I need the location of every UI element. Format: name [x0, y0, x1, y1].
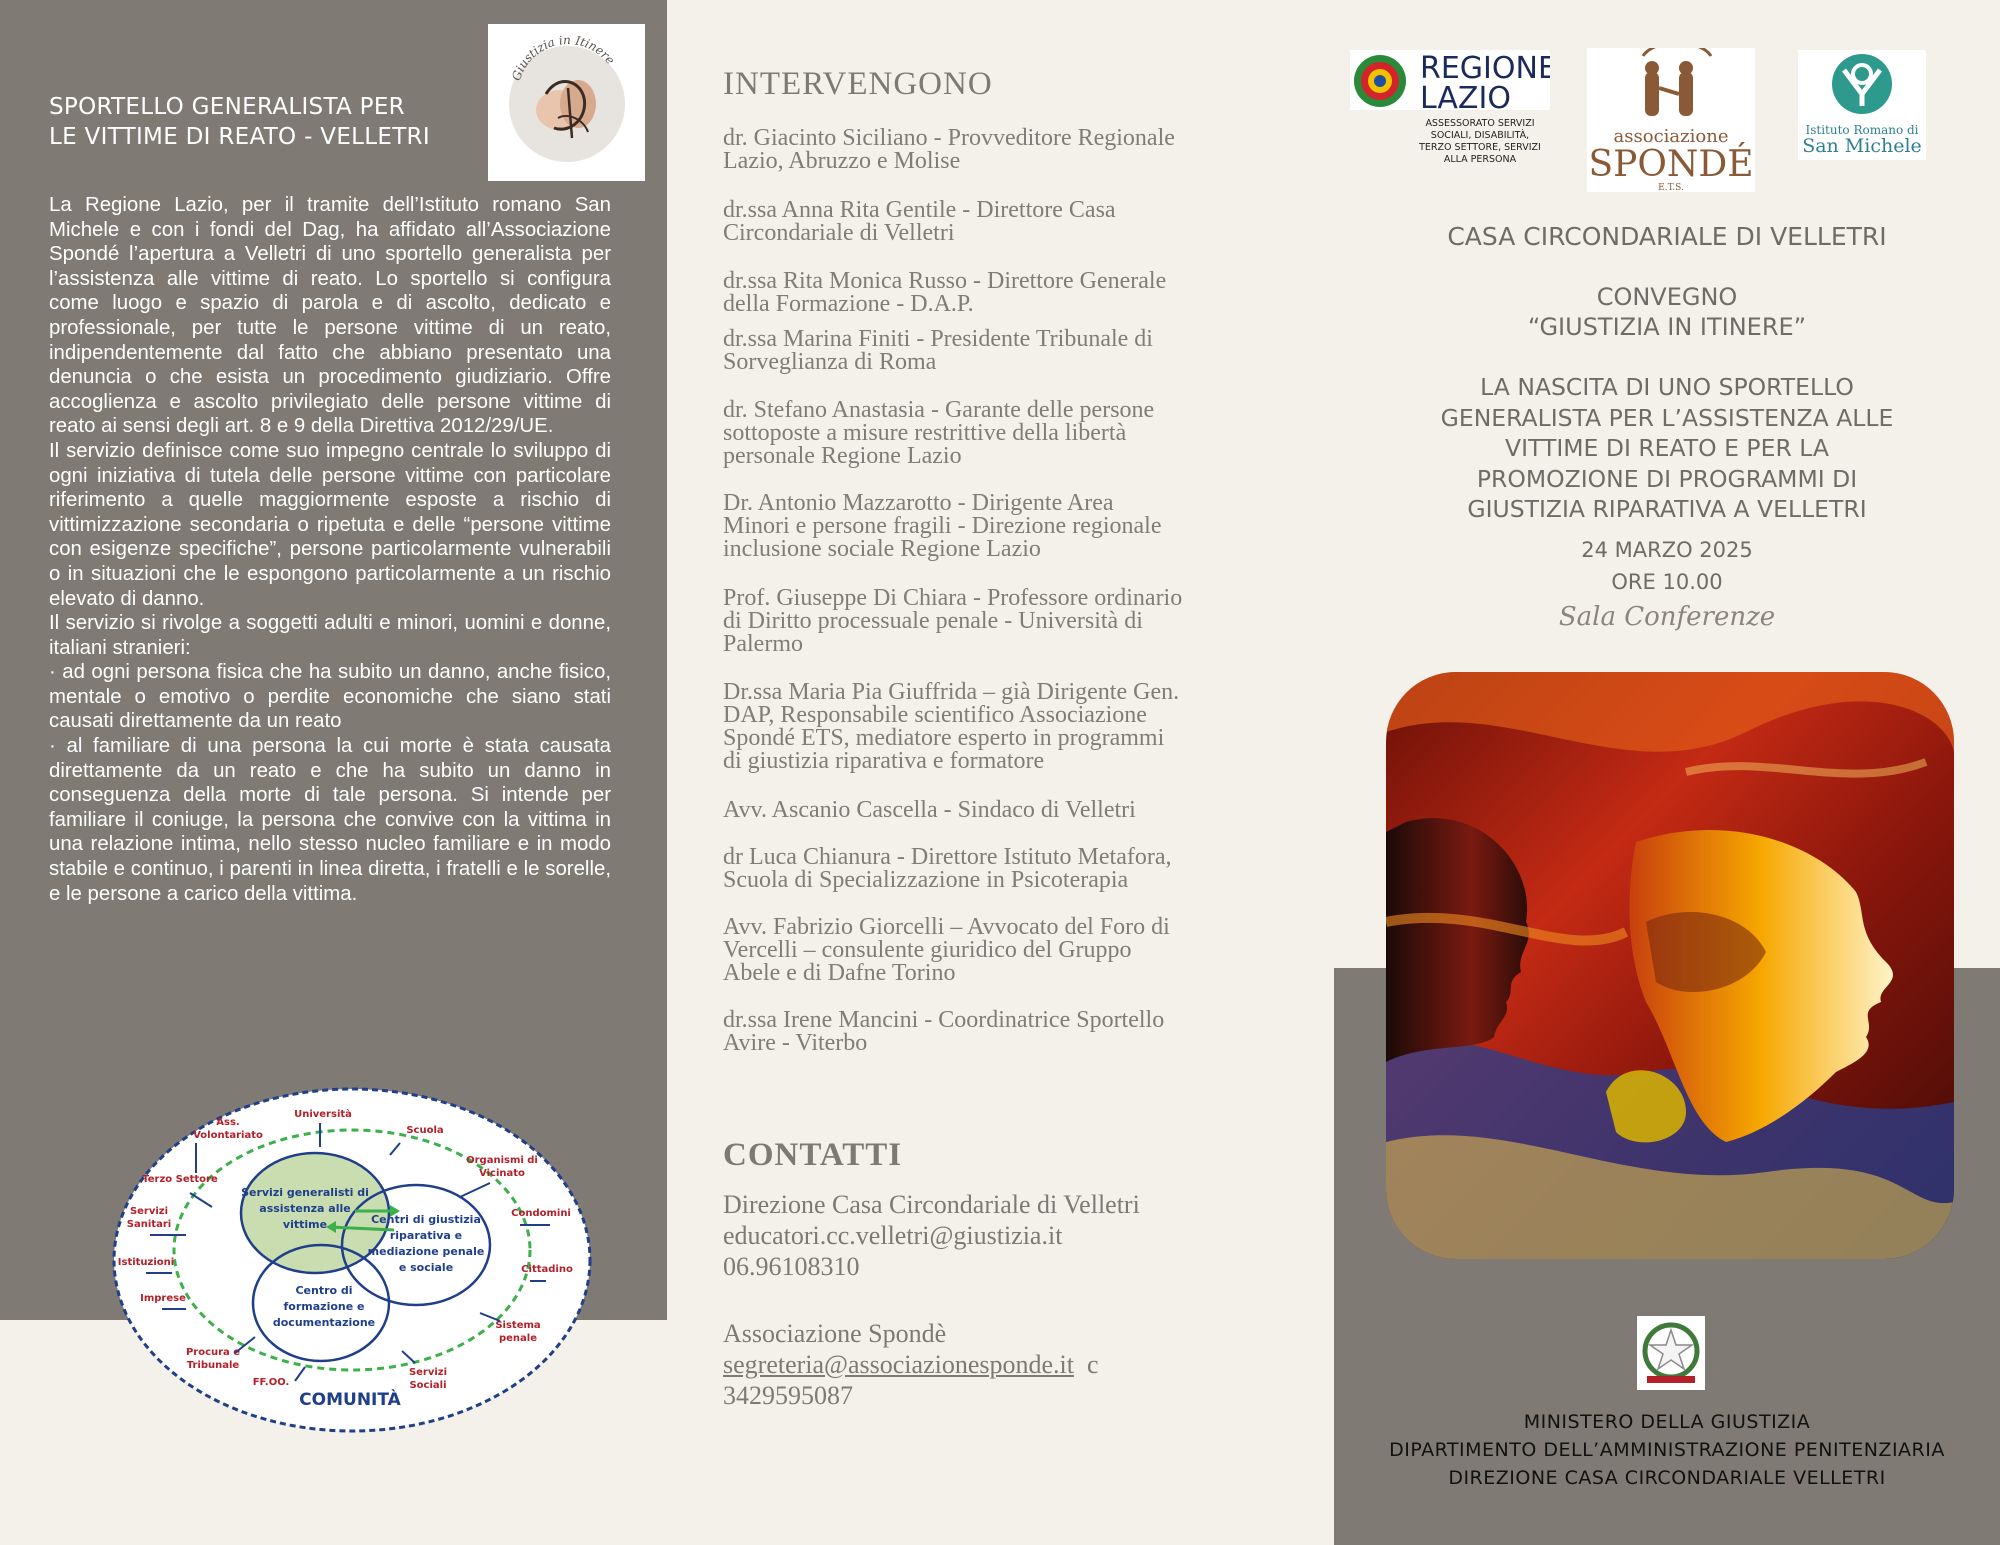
diagram-actor: Condomini [511, 1208, 571, 1219]
speaker-entry [723, 846, 1243, 892]
diagram-center-left-line-2: assistenza alle [259, 1202, 351, 1215]
sponde-logo-line-3: E.T.S. [1658, 183, 1684, 192]
san-michele-logo [1798, 50, 1926, 160]
event-subtitle [1334, 372, 2000, 525]
diagram-actor: Scuola [406, 1125, 444, 1136]
speaker-line: Circondariale di Velletri [723, 220, 955, 246]
community-network-diagram [110, 1085, 594, 1435]
lazio-sub-line-4: ALLA PERSONA [1443, 154, 1517, 165]
speaker-entry [723, 328, 1243, 374]
contacts-title: CONTATTI [723, 1137, 903, 1173]
event-room: Sala Conferenze [1558, 602, 1776, 632]
speaker-entry [723, 916, 1243, 985]
speaker-line: Avv. Ascanio Cascella - Sindaco di Velletri [723, 797, 1136, 823]
speaker-line: Scuola di Specializzazione in Psicoterapia [723, 867, 1129, 893]
event-convegno-label: CONVEGNO [1596, 283, 1738, 311]
diagram-center-right-line-2: riparativa e [389, 1229, 463, 1242]
lazio-sub-line-3: TERZO SETTORE, SERVIZI [1419, 142, 1541, 153]
speaker-line: Abele e di Dafne Torino [723, 960, 956, 986]
event-date: 24 MARZO 2025 [1581, 538, 1753, 562]
speaker-line: Palermo [723, 631, 803, 657]
diagram-center-left-line-1: Servizi generalisti di [241, 1186, 369, 1199]
regione-lazio-logo [1350, 50, 1550, 170]
speaker-entry [723, 799, 1243, 822]
footer-direzione: DIREZIONE CASA CIRCONDARIALE VELLETRI [1448, 1467, 1886, 1489]
footer-department: DIPARTIMENTO DELL’AMMINISTRAZIONE PENITENZIARIA [1389, 1439, 1945, 1461]
speaker-line: di Diritto processuale penale - Università di [723, 608, 1143, 634]
speaker-entry [723, 199, 1243, 245]
bullet-item-1: · ad ogni persona fisica che ha subito un danno, anche fisico, mentale o emotivo o perdite economiche che siano stati causati direttamente da un reato [49, 661, 611, 733]
lazio-sub-line-1: ASSESSORATO SERVIZI [1425, 118, 1535, 129]
diagram-actor: Vicinato [479, 1168, 525, 1179]
speaker-line: della Formazione - D.A.P. [723, 291, 974, 317]
speaker-line: DAP, Responsabile scientifico Associazione [723, 702, 1147, 728]
speaker-line: Dr. Antonio Mazzarotto - Dirigente Area [723, 490, 1114, 516]
contact-phone-sponde: 3429595087 [723, 1381, 853, 1410]
speakers-title: INTERVENGONO [723, 66, 993, 102]
speaker-line: dr.ssa Anna Rita Gentile - Direttore Casa [723, 197, 1116, 223]
left-panel-body [49, 193, 611, 906]
speaker-line: dr.ssa Marina Finiti - Presidente Tribunale di [723, 326, 1153, 352]
diagram-center-bottom-line-3: documentazione [272, 1316, 376, 1329]
event-subtitle-line: GIUSTIZIA RIPARATIVA A VELLETRI [1467, 495, 1867, 523]
diagram-actor: Volontariato [193, 1130, 263, 1141]
speaker-line: Dr.ssa Maria Pia Giuffrida – già Dirigente Gen. [723, 679, 1180, 705]
speaker-entry [723, 270, 1243, 316]
event-subtitle-line: PROMOZIONE DI PROGRAMMI DI [1476, 464, 1858, 493]
diagram-actor: Servizi [408, 1367, 448, 1378]
diagram-actor: Servizi [129, 1206, 169, 1217]
speaker-line: Avv. Fabrizio Giorcelli – Avvocato del Foro di [723, 914, 1170, 940]
diagram-actor: penale [498, 1333, 538, 1344]
diagram-actor: Sistema [495, 1320, 541, 1331]
sponde-logo-line-1: associazione [1613, 126, 1729, 147]
left-title-line-2: LE VITTIME DI REATO - VELLETRI [49, 124, 430, 150]
left-title-line-1: SPORTELLO GENERALISTA PER [49, 94, 405, 120]
lazio-logo-line-2: LAZIO [1420, 81, 1511, 116]
diagram-actor: Sociali [409, 1380, 447, 1391]
event-time: ORE 10.00 [1611, 570, 1723, 594]
speaker-line: personale Regione Lazio [723, 443, 962, 469]
diagram-actor: Organismi di [466, 1155, 538, 1166]
diagram-center-right-line-1: Centri di giustizia [371, 1213, 481, 1226]
logo-arc-text: Giustizia in Itinere [509, 32, 618, 83]
diagram-community-label: COMUNITÀ [299, 1390, 401, 1410]
diagram-actor: Sanitari [126, 1219, 172, 1230]
diagram-actor: Cittadino [521, 1264, 573, 1275]
paragraph-intro: La Regione Lazio, per il tramite dell’Istituto romano San Michele e con i fondi del Dag, ha affidato all’Associazione Spondé l’apertura a Velletri di uno sportello generalista per l’assistenza alle vittime di reato. Lo sportello si configura come luogo e spazio di parola e di ascolto, dedicato e professionale, per tutte le persone vittime di un reato, indipendentemente dal fatto che abbiano presentato una denuncia o che esista un procedimento giudiziario. Offre accoglienza e ascolto privilegiato delle persone vittime di reato ai sensi degli art. 8 e 9 della Direttiva 2012/29/UE. [49, 194, 611, 438]
speaker-line: dr Luca Chianura - Direttore Istituto Metafora, [723, 844, 1172, 870]
speaker-line: dr. Stefano Anastasia - Garante delle persone [723, 397, 1155, 423]
speaker-line: di giustizia riparativa e formatore [723, 748, 1045, 774]
bullet-item-2: · al familiare di una persona la cui morte è stata causata direttamente da un reato e che ha subito un danno in conseguenza della morte di tale persona. Si intende per familiare il coniuge, la persona che convive con la vittima in una relazione intima, nello stesso nucleo familiare e in modo stabile e continuo, i parenti in linea diretta, i fratelli e le sorelle, e le persone a carico della vittima. [49, 735, 611, 905]
diagram-center-right-line-4: e sociale [398, 1261, 454, 1274]
speaker-line: Sorveglianza di Roma [723, 349, 937, 375]
event-subtitle-line: VITTIME DI REATO E PER LA [1505, 434, 1829, 462]
speaker-line: dr.ssa Irene Mancini - Coordinatrice Sportello [723, 1007, 1165, 1033]
left-panel-title [49, 92, 489, 152]
associazione-sponde-logo [1587, 48, 1755, 192]
paragraph-service: Il servizio definisce come suo impegno centrale lo sviluppo di ogni iniziativa di tutela delle persone vittime con particolare riferimento a quelle maggiormente esposte a rischio di vittimizzazione secondaria o ripetuta e delle “persone vittime con esigenze specifiche”, persone particolarmente vulnerabili o in situazioni che le espongono particolarmente a un rischio elevato di danno. [49, 439, 611, 610]
speaker-line: Avire - Viterbo [723, 1030, 868, 1056]
speaker-entry [723, 1009, 1243, 1055]
speaker-line: Lazio, Abruzzo e Molise [723, 148, 961, 174]
sm-logo-line-2: San Michele [1802, 135, 1922, 157]
italian-republic-emblem [1637, 1316, 1705, 1390]
paragraph-target: Il servizio si rivolge a soggetti adulti e minori, uomini e donne, italiani stranieri: [49, 612, 611, 659]
speaker-line: Minori e persone fragili - Direzione regionale [723, 513, 1162, 539]
diagram-center-left-line-3: vittime [282, 1218, 328, 1231]
giustizia-in-itinere-logo [488, 24, 645, 181]
faces-artwork-image [1386, 672, 1954, 1259]
contact-direzione: Direzione Casa Circondariale di Velletri [723, 1190, 1140, 1219]
diagram-actor: Istituzioni [117, 1257, 175, 1268]
event-convegno-title: “GIUSTIZIA IN ITINERE” [1527, 313, 1807, 341]
contact-associazione: Associazione Spondè [723, 1319, 947, 1348]
contact-phone-direzione: 06.96108310 [723, 1252, 860, 1281]
speaker-line: dr. Giacinto Siciliano - Provveditore Regionale [723, 125, 1175, 151]
diagram-center-bottom-line-1: Centro di [295, 1284, 353, 1297]
lazio-sub-line-2: SOCIALI, DISABILITÀ, [1430, 130, 1530, 141]
contact-email-suffix: c [1073, 1350, 1099, 1379]
speaker-line: Prof. Giuseppe Di Chiara - Professore ordinario [723, 585, 1183, 611]
contact-email-sponde-link[interactable]: segreteria@associazionesponde.it [723, 1350, 1074, 1379]
diagram-center-right-line-3: mediazione penale [367, 1245, 485, 1258]
speaker-line: inclusione sociale Regione Lazio [723, 536, 1041, 562]
speaker-entry [723, 587, 1243, 656]
speaker-line: dr.ssa Rita Monica Russo - Direttore Generale [723, 268, 1167, 294]
diagram-actor: FF.OO. [252, 1377, 290, 1388]
event-subtitle-line: GENERALISTA PER L’ASSISTENZA ALLE [1440, 403, 1894, 432]
speaker-line: Vercelli – consulente giuridico del Gruppo [723, 937, 1132, 963]
speaker-entry [723, 681, 1243, 773]
speaker-entry [723, 399, 1243, 468]
diagram-actor: Terzo Settore [142, 1174, 218, 1185]
sm-logo-line-1: Istituto Romano di [1805, 123, 1919, 137]
lazio-logo-line-1: REGIONE [1420, 51, 1550, 86]
sponde-logo-line-2: SPONDÉ [1588, 144, 1754, 185]
event-venue: CASA CIRCONDARIALE DI VELLETRI [1447, 222, 1887, 251]
diagram-actor: Imprese [140, 1293, 186, 1304]
speaker-entry [723, 492, 1243, 561]
diagram-center-bottom-line-2: formazione e [283, 1300, 365, 1313]
speaker-line: sottoposte a misure restrittive della libertà [723, 420, 1127, 446]
event-subtitle-line: LA NASCITA DI UNO SPORTELLO [1480, 373, 1854, 401]
diagram-actor: Procura e [185, 1347, 241, 1358]
diagram-actor: Università [294, 1109, 352, 1120]
speaker-line: Spondé ETS, mediatore esperto in programmi [723, 725, 1165, 751]
speaker-entry [723, 127, 1243, 173]
contact-email-direzione: educatori.cc.velletri@giustizia.it [723, 1221, 1063, 1250]
diagram-actor: Tribunale [186, 1360, 240, 1371]
contact-email-line [723, 1349, 1099, 1380]
diagram-actor: Ass. [216, 1117, 240, 1128]
footer-ministry: MINISTERO DELLA GIUSTIZIA [1523, 1411, 1811, 1433]
